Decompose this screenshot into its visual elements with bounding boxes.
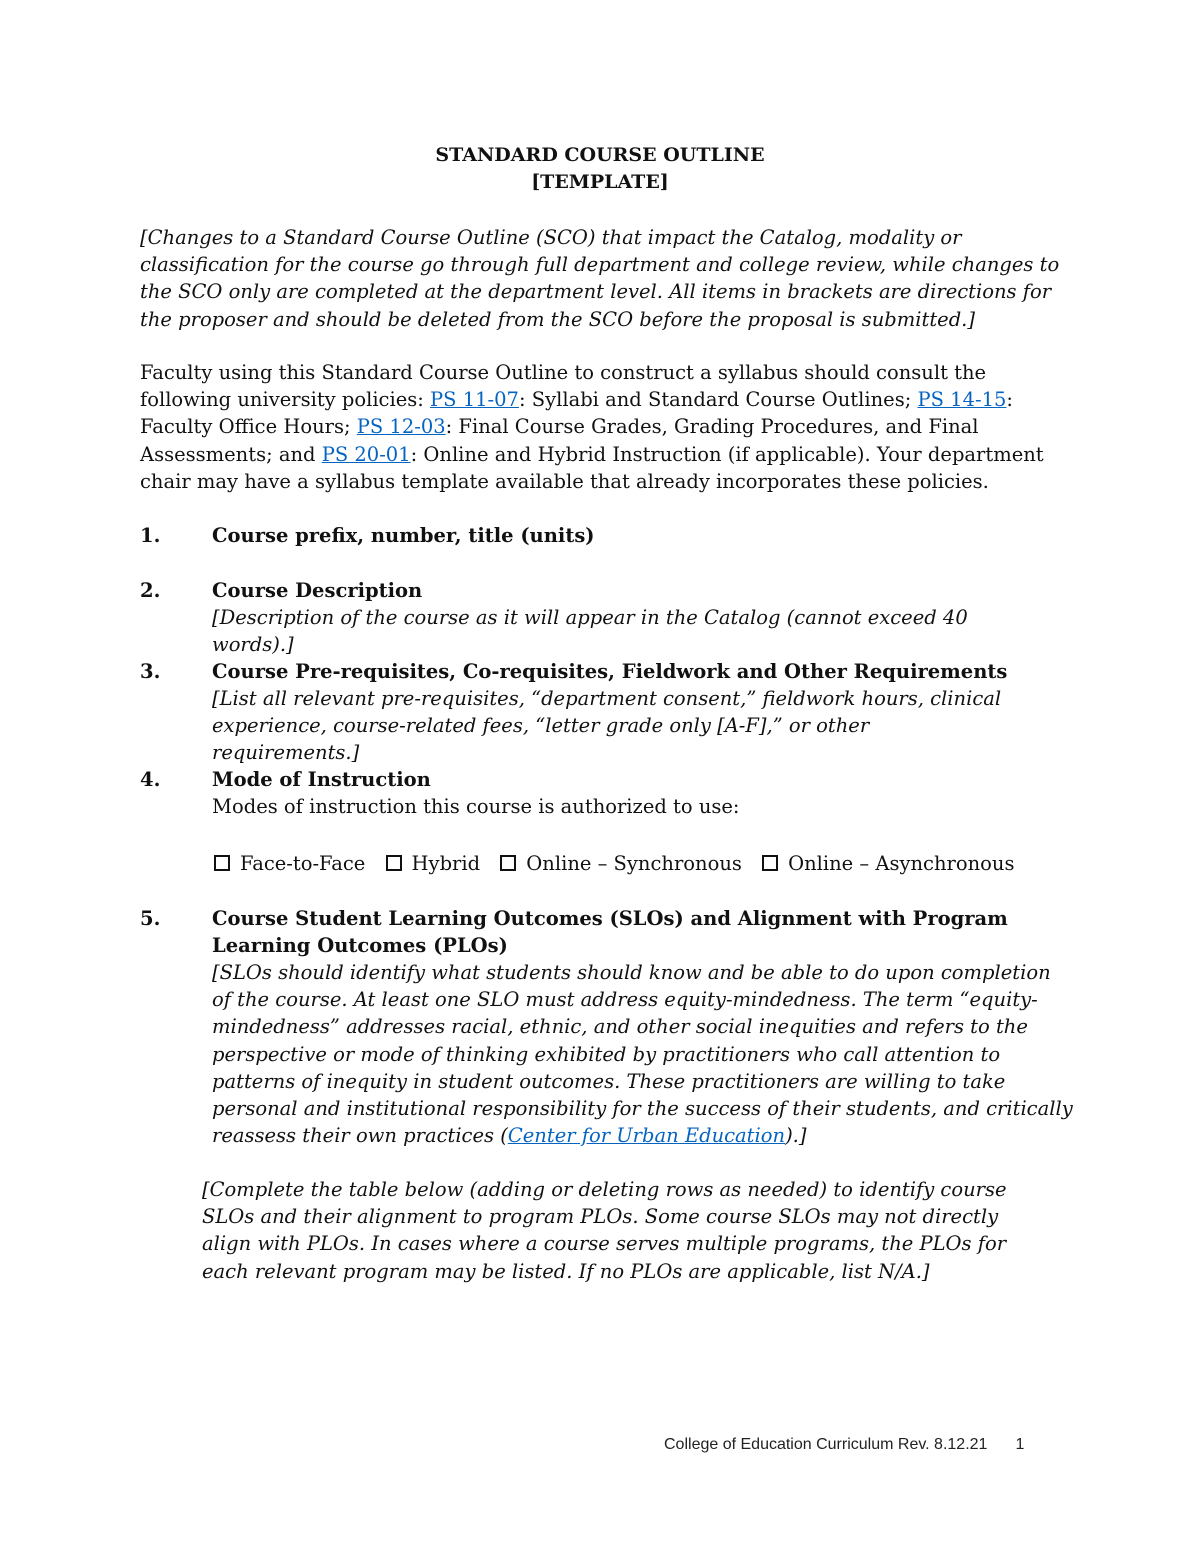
intro-note: [Changes to a Standard Course Outline (SCO) that impact the Catalog, modality or classification for the course go through full department and college review, while changes to the SCO only are completed at the department level. All items in brackets are directions for the proposer and should be deleted from the SCO before the proposal is submitted.] [140,226,1060,331]
checkbox-icon[interactable] [386,855,402,871]
document-title: STANDARD COURSE OUTLINE [435,144,765,166]
document-subtitle: [TEMPLATE] [531,171,669,193]
mode-face-to-face[interactable]: Face-to-Face [214,852,365,875]
section-3-note: [List all relevant pre-requisites, “department consent,” fieldwork hours, clinical experience, course-related fees, “letter grade only [A-F],” or other requirements.] [212,687,1002,765]
table-instructions: [Complete the table below (adding or deleting rows as needed) to identify course SLOs and their alignment to program PLOs. Some course SLOs may not directly align with PLOs. In cases where a course serves multiple programs, the PLOs for each relevant program may be listed. If no PLOs are applicable, list N/A.] [202,1178,1007,1283]
section-4-heading: Mode of Instruction [212,768,431,791]
mode-online-asynchronous[interactable]: Online – Asynchronous [762,852,1014,875]
section-1-number: 1. [140,524,161,547]
section-5-number: 5. [140,907,161,930]
section-3-number: 3. [140,660,161,683]
ps-20-01-link[interactable]: PS 20-01 [321,442,411,466]
section-1-heading: Course prefix, number, title (units) [212,524,595,547]
center-for-urban-education-link[interactable]: Center for Urban Education [507,1124,786,1148]
footer-text: College of Education Curriculum Rev. 8.12.21 [664,1436,988,1453]
page-footer [664,1436,1024,1454]
policy-paragraph: Faculty using this Standard Course Outline to construct a syllabus should consult the following university policies: PS 11-07: Syllabi and Standard Course Outlines; PS 14-15: Faculty Office Hours; PS 12-03: Final Course Grades, Grading Procedures, and Final Assessments; and PS 20-01: Online and Hybrid Instruction (if applicable). Your department chair may have a syllabus template available that already incorporates these policies. [140,361,1044,493]
section-5-heading: Course Student Learning Outcomes (SLOs) and Alignment with Program Learning Outcomes (PLOs) [212,907,1008,957]
mode-hybrid[interactable]: Hybrid [386,852,481,875]
section-4-number: 4. [140,768,161,791]
mode-options [214,850,1028,877]
section-5-note: [SLOs should identify what students should know and be able to do upon completion of the course. At least one SLO must address equity-mindedness. The term “equity-mindedness” addresses racial, ethnic, and other social inequities and refers to the perspective or mode of thinking exhibited by practitioners who call attention to patterns of inequity in student outcomes. These practitioners are willing to take personal and institutional responsibility for the success of their students, and critically reassess their own practices (Center for Urban Education).] [212,961,1073,1148]
page-number: 1 [1015,1436,1025,1453]
checkbox-icon[interactable] [500,855,516,871]
section-3-heading: Course Pre-requisites, Co-requisites, Fieldwork and Other Requirements [212,660,1008,683]
ps-14-15-link[interactable]: PS 14-15 [917,388,1007,412]
ps-12-03-link[interactable]: PS 12-03 [356,415,446,439]
section-2-note: [Description of the course as it will appear in the Catalog (cannot exceed 40 words).] [212,606,968,657]
section-2-number: 2. [140,579,161,602]
checkbox-icon[interactable] [214,855,230,871]
section-2-heading: Course Description [212,579,423,602]
section-4-text: Modes of instruction this course is authorized to use: [212,795,740,818]
mode-online-synchronous[interactable]: Online – Synchronous [500,852,742,875]
ps-11-07-link[interactable]: PS 11-07 [430,388,519,412]
checkbox-icon[interactable] [762,855,778,871]
